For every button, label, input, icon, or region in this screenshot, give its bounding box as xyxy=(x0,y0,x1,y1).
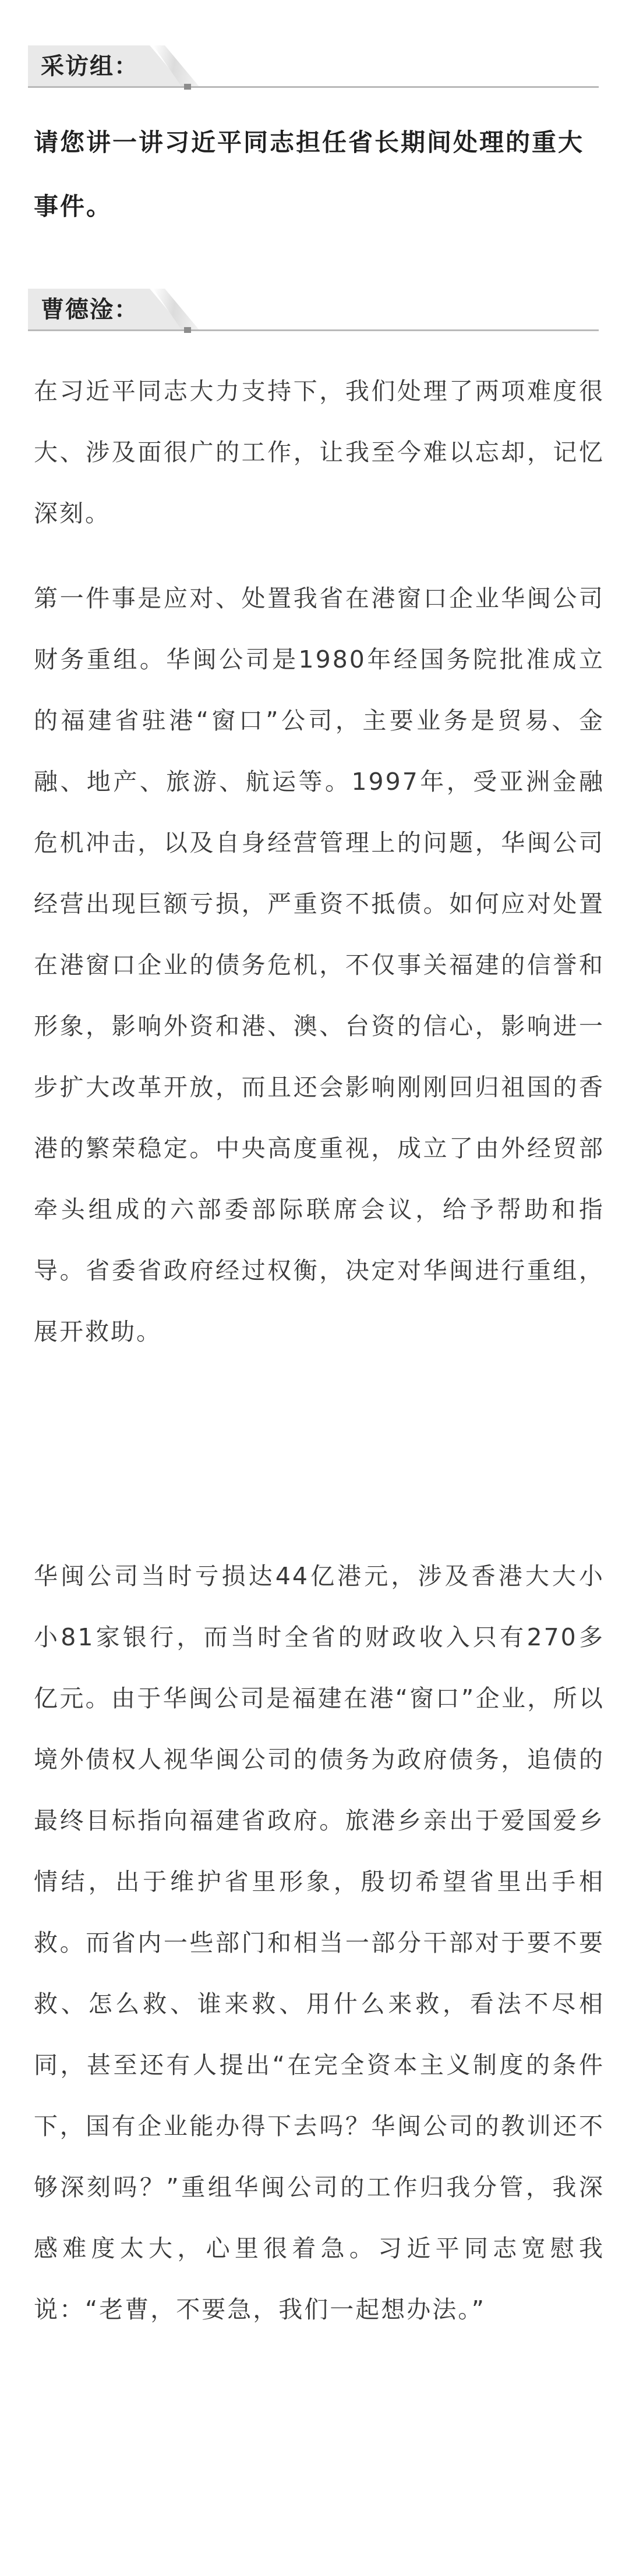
divider-marker xyxy=(184,84,191,90)
section-divider xyxy=(28,86,599,88)
answer-paragraph-2: 第一件事是应对、处置我省在港窗口企业华闽公司财务重组。华闽公司是1980年经国务院批准成立的福建省驻港“窗口”公司，主要业务是贸易、金融、地产、旅游、航运等。1997年，受亚洲金融危机冲击，以及自身经营管理上的问题，华闽公司经营出现巨额亏损，严重资不抵债。如何应对处置在港窗口企业的债务危机，不仅事关福建的信誉和形象，影响外资和港、澳、台资的信心，影响进一步扩大改革开放，而且还会影响刚刚回归祖国的香港的繁荣稳定。中央高度重视，成立了由外经贸部牵头组成的六部委部际联席会议，给予帮助和指导。省委省政府经过权衡，决定对华闽进行重组，展开救助。 xyxy=(34,584,605,1346)
answer-paragraph-3: 华闽公司当时亏损达44亿港元，涉及香港大大小小81家银行，而当时全省的财政收入只有270多亿元。由于华闽公司是福建在港“窗口”企业，所以境外债权人视华闽公司的债务为政府债务，追债的最终目标指向福建省政府。旅港乡亲出于爱国爱乡情结，出于维护省里形象，殷切希望省里出手相救。而省内一些部门和相当一部分干部对于要不要救、怎么救、谁来救、用什么来救，看法不尽相同，甚至还有人提出“在完全资本主义制度的条件下，国有企业能办得下去吗？华闽公司的教训还不够深刻吗？”重组华闽公司的工作归我分管，我深感难度太大，心里很着急。习近平同志宽慰我说：“老曹，不要急，我们一起想办法。” xyxy=(34,1562,605,2323)
interviewer-name: 采访组： xyxy=(41,53,139,80)
interviewee-header xyxy=(22,278,605,342)
question-text: 请您讲一讲习近平同志担任省长期间处理的重大事件。 xyxy=(34,128,585,221)
answer-paragraph-1: 在习近平同志大力支持下，我们处理了两项难度很大、涉及面很广的工作，让我至今难以忘却，记忆深刻。 xyxy=(34,377,605,527)
interviewer-header xyxy=(22,35,605,99)
divider-marker xyxy=(184,327,191,333)
section-divider xyxy=(28,329,599,331)
interviewee-name: 曹德淦： xyxy=(41,296,139,323)
